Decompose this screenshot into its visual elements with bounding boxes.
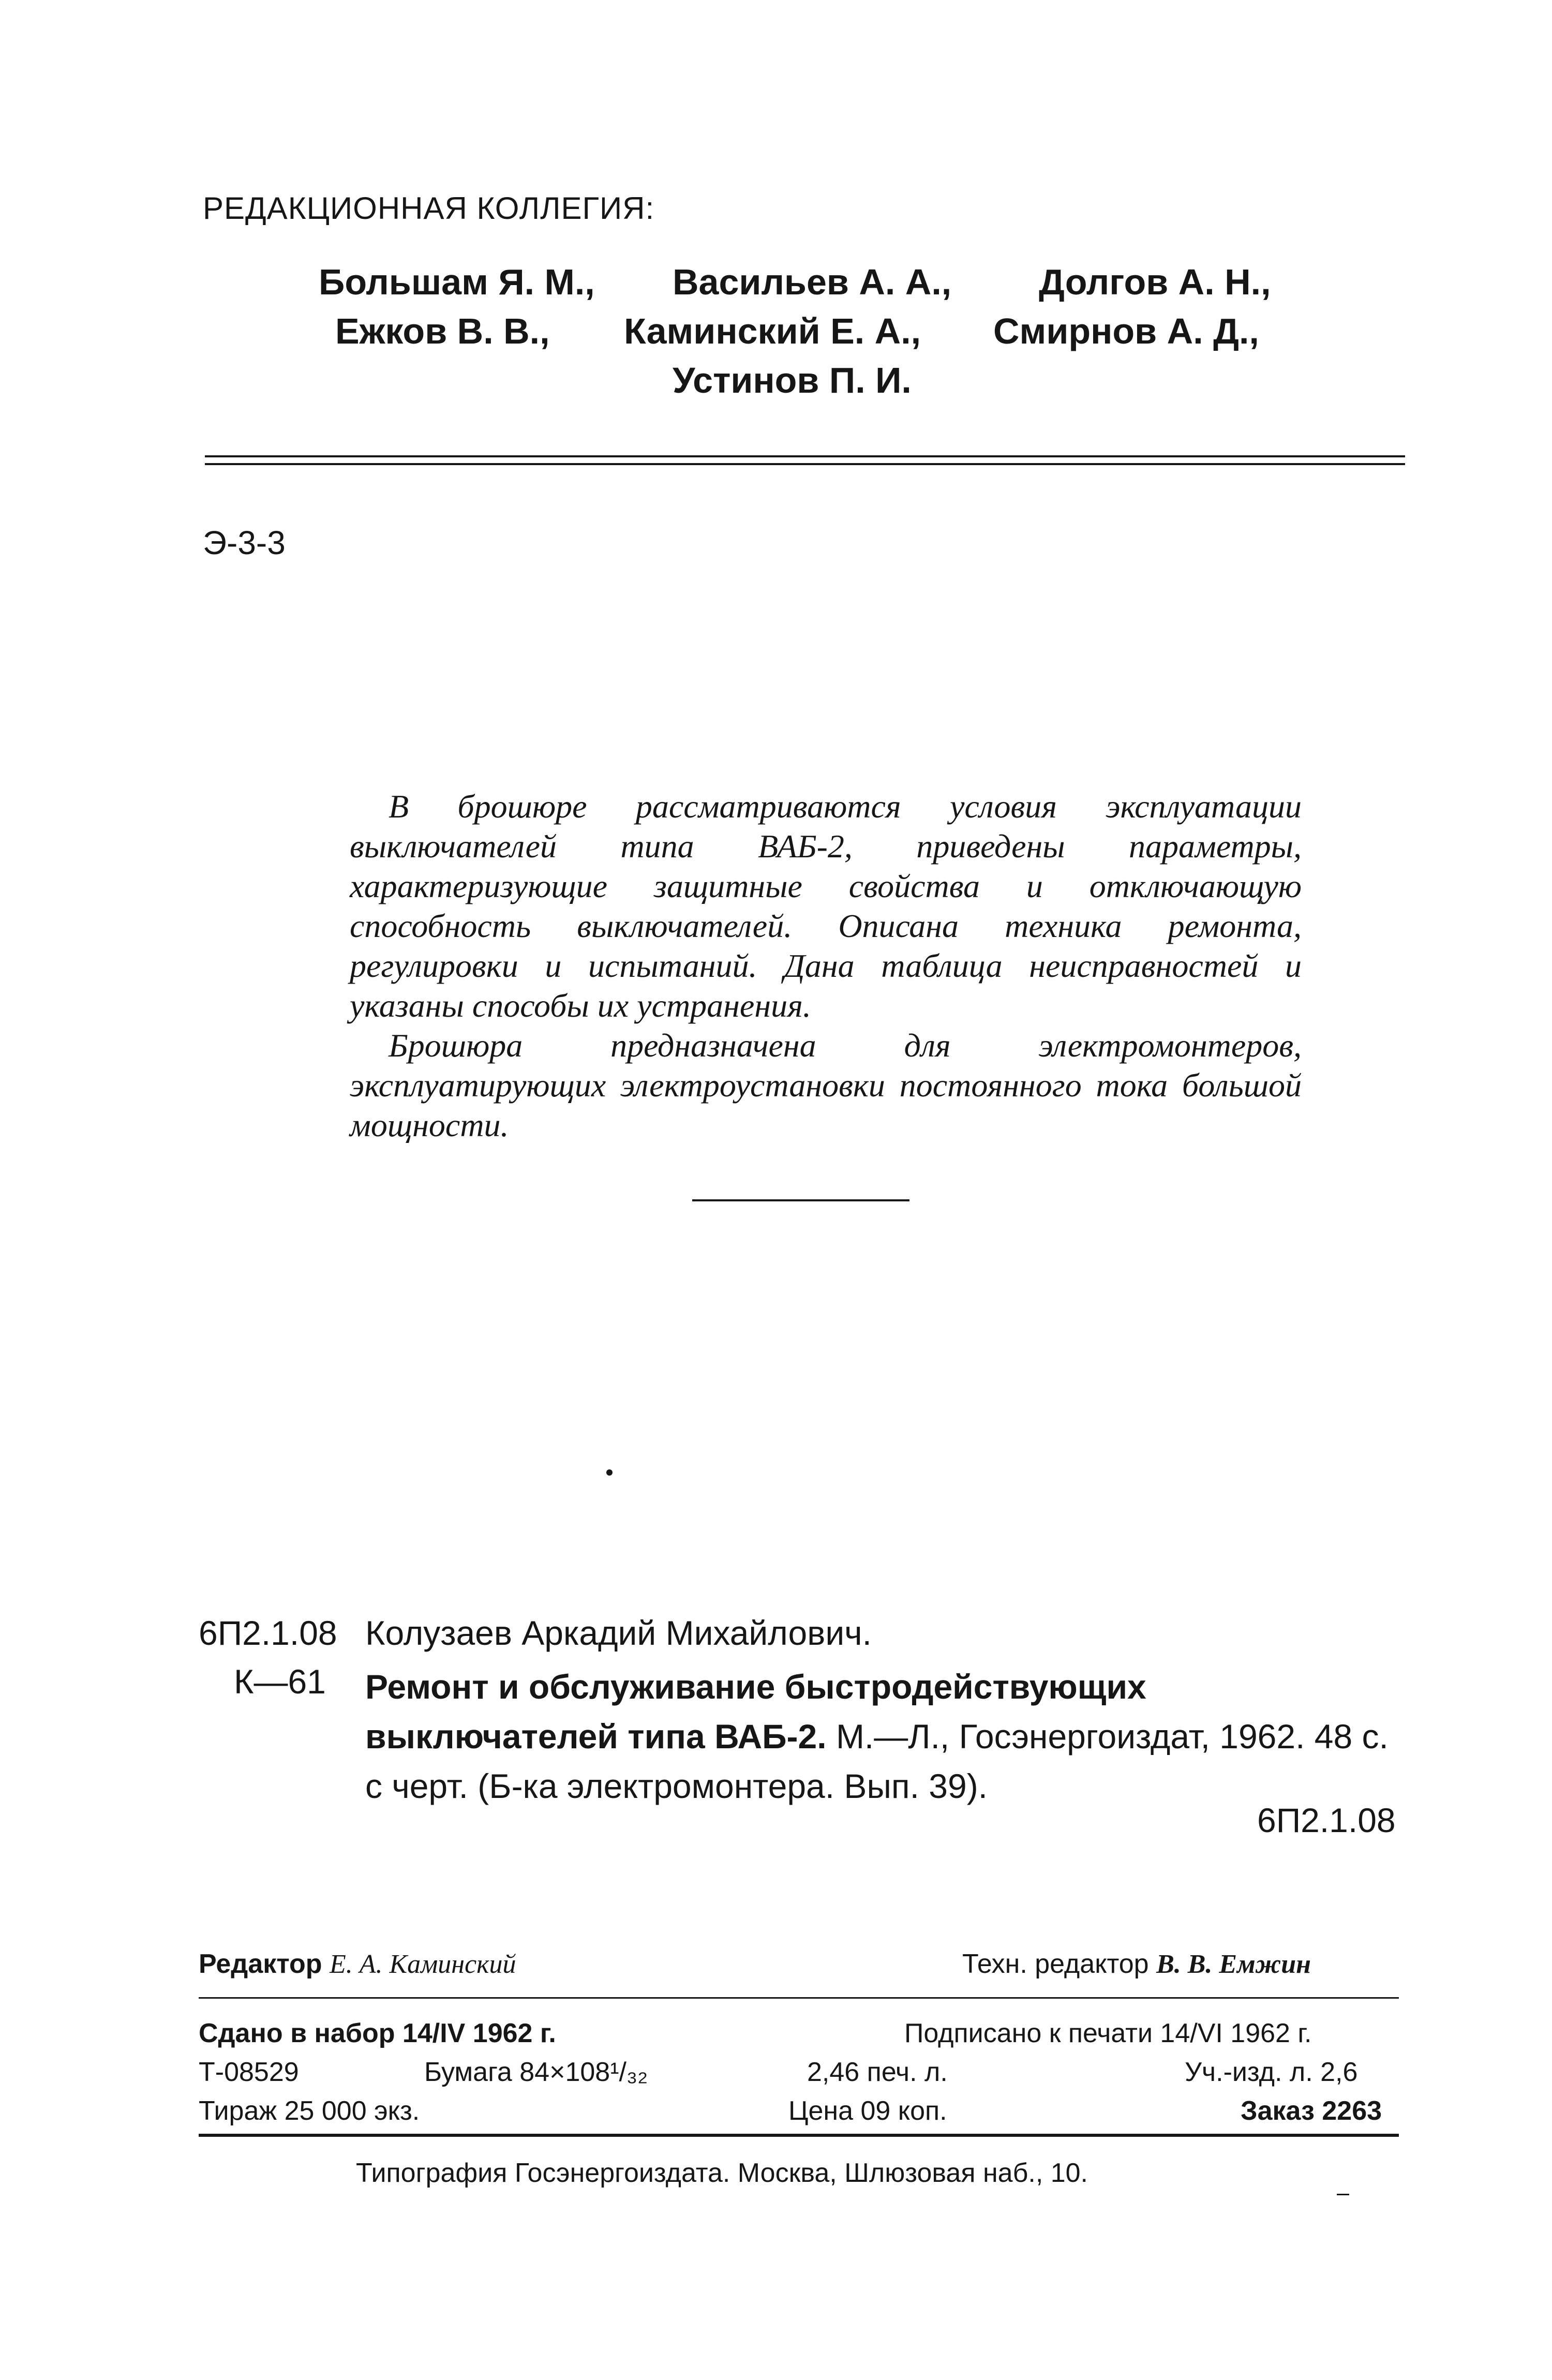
colophon-rule-top — [199, 1997, 1399, 1999]
editorial-board-label: РЕДАКЦИОННАЯ КОЛЛЕГИЯ: — [203, 191, 655, 226]
board-member: Устинов П. И. — [673, 360, 912, 400]
catalog-title: Ремонт и обслуживание быстродействующих выключателей типа ВАБ-2. — [365, 1668, 1146, 1756]
board-names-row-3 — [673, 360, 912, 401]
price: Цена 09 коп. — [788, 2096, 947, 2126]
editor-label: Редактор — [199, 1949, 322, 1979]
catalog-author-mark: К—61 — [234, 1662, 326, 1701]
print-sheets: 2,46 печ. л. — [807, 2057, 948, 2087]
board-names-row-1b — [673, 261, 951, 303]
annotation-paragraph-2: Брошюра предназначена для электромонтеров, эксплуатирующих электроустановки постоянного тока большой мощности. — [350, 1027, 1302, 1143]
board-member: Большам Я. М., — [319, 262, 595, 302]
paper-format: Бумага 84×108¹/₃₂ — [424, 2057, 648, 2087]
publisher-sheets: Уч.-изд. л. 2,6 — [1185, 2057, 1358, 2087]
classification-code: Э-3-3 — [203, 524, 286, 561]
catalog-description — [365, 1662, 1395, 1811]
tech-editor-label: Техн. редактор — [962, 1949, 1149, 1979]
board-names-row-2b — [624, 310, 921, 352]
signed-date: Подписано к печати 14/VI 1962 г. — [904, 2018, 1312, 2048]
board-member: Смирнов А. Д., — [993, 311, 1259, 351]
annotation — [350, 786, 1302, 1145]
board-names-row-2c — [993, 310, 1259, 352]
stray-mark — [1337, 2194, 1349, 2195]
board-member: Долгов А. Н., — [1039, 262, 1271, 302]
board-names-row-2 — [335, 310, 550, 352]
divider-rule-top — [205, 455, 1405, 457]
divider-rule-bottom — [205, 463, 1405, 465]
catalog-series: с черт. (Б-ка электромонтера. Вып. 39). — [365, 1767, 988, 1805]
editor-name: Е. А. Каминский — [330, 1950, 516, 1979]
editor-line — [199, 1948, 516, 1980]
catalog-index-bottom: 6П2.1.08 — [1257, 1801, 1396, 1839]
catalog-imprint: М.—Л., Госэнергоиздат, 1962. 48 с. — [835, 1717, 1389, 1756]
board-names-row-1 — [319, 261, 595, 303]
board-member: Каминский Е. А., — [624, 311, 921, 351]
catalog-index: 6П2.1.08 — [199, 1614, 337, 1652]
board-member: Васильев А. А., — [673, 262, 952, 302]
permit-number: Т-08529 — [199, 2057, 299, 2087]
board-member: Ежков В. В., — [335, 311, 550, 351]
annotation-paragraph-1: В брошюре рассматриваются условия эксплуатации выключателей типа ВАБ-2, приведены параметры, характеризующие защитные свойства и отключающую способность выключателей. Описана техника ремонта, регулировки и испытаний. Дана таблица неисправностей и указаны способы их устранения. — [350, 788, 1302, 1024]
print-run: Тираж 25 000 экз. — [199, 2096, 420, 2126]
typeset-date: Сдано в набор 14/IV 1962 г. — [199, 2018, 556, 2048]
catalog-author: Колузаев Аркадий Михайлович. — [365, 1614, 872, 1652]
printer-info: Типография Госэнергоиздата. Москва, Шлюзовая наб., 10. — [356, 2158, 1088, 2188]
tech-editor-line — [962, 1948, 1311, 1980]
short-divider — [692, 1199, 909, 1201]
ink-dot — [606, 1469, 613, 1476]
colophon-rule-bottom — [199, 2134, 1399, 2137]
tech-editor-name: В. В. Емжин — [1156, 1950, 1311, 1979]
order-number: Заказ 2263 — [1241, 2096, 1382, 2126]
board-names-row-1c — [1039, 261, 1271, 303]
